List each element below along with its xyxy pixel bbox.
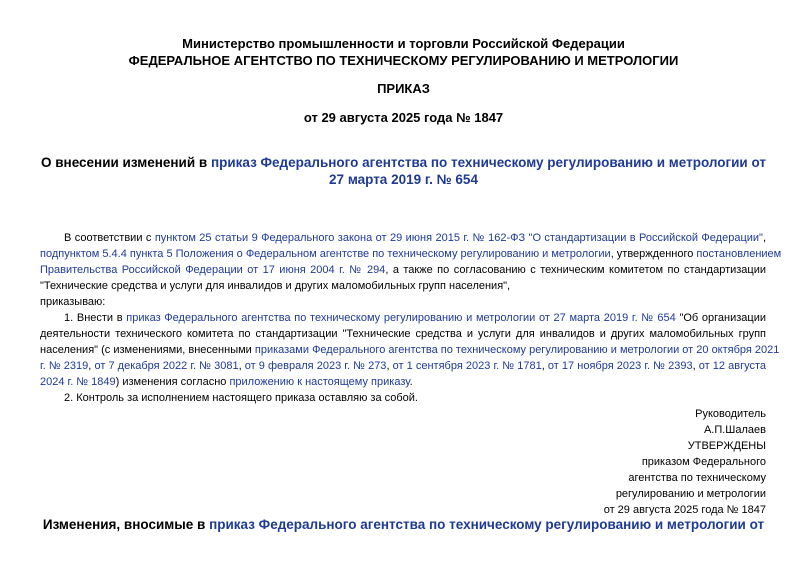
preamble-text: В соответствии с xyxy=(64,232,155,244)
appendix-link[interactable]: приложению к настоящему приказу xyxy=(229,376,410,388)
changes-order-link[interactable]: приказ Федерального агентства по техническому регулированию и метрологии от xyxy=(209,517,765,532)
amending-orders-link[interactable]: приказами Федерального агентства по техническому регулированию и метрологии от 20 октября 2021 xyxy=(254,344,780,356)
item1-line-3 xyxy=(40,342,780,358)
title-order-link[interactable]: приказ Федерального агентства по техническому регулированию и метрологии от xyxy=(210,155,766,170)
item1-line-2: деятельности технического комитета по стандартизации "Технические средства и услуги для инвалидов и других маломобильных групп xyxy=(40,328,766,340)
document-type: ПРИКАЗ xyxy=(377,81,430,96)
preamble-text: , утвержденного xyxy=(610,248,697,260)
signatory-name: А.П.Шалаев xyxy=(703,424,766,436)
agency-name: ФЕДЕРАЛЬНОЕ АГЕНТСТВО ПО ТЕХНИЧЕСКОМУ РЕГУЛИРОВАНИЮ И МЕТРОЛОГИИ xyxy=(128,53,679,68)
preamble-line-1 xyxy=(64,230,766,246)
document-title-line2 xyxy=(0,172,807,187)
title-prefix: О внесении изменений в xyxy=(41,155,211,170)
signatory-position: Руководитель xyxy=(695,408,766,420)
federal-law-link[interactable]: пунктом 25 статьи 9 Федерального закона от 29 июня 2015 г. № 162-ФЗ "О стандартизации в Российской Федерации" xyxy=(154,232,763,244)
order-1781-link[interactable]: от 1 сентября 2023 г. № 1781 xyxy=(392,360,542,372)
order-654-link[interactable]: приказ Федерального агентства по техническому регулированию и метрологии от 27 марта 2019 г. № 654 xyxy=(126,312,676,324)
separator: , xyxy=(88,360,95,372)
approval-line-2: приказом Федерального xyxy=(641,456,766,468)
order-2393-link[interactable]: от 17 ноября 2023 г. № 2393 xyxy=(547,360,693,372)
government-decree-link-cont[interactable]: Правительства Российской Федерации от 17 июня 2004 г. № 294 xyxy=(40,264,386,276)
preamble-line-4: "Технические средства и услуги для инвалидов и других маломобильных групп населения", xyxy=(40,280,511,292)
approval-heading: УТВЕРЖДЕНЫ xyxy=(687,440,766,452)
preamble-line-3 xyxy=(40,262,766,278)
order-1849-link[interactable]: от 12 августа xyxy=(698,360,767,372)
preamble-text: , xyxy=(762,232,767,244)
regulation-link[interactable]: подпунктом 5.4.4 пункта 5 Положения о Федеральном агентстве по техническому регулированию и метрологии xyxy=(40,248,611,260)
document-date-number: от 29 августа 2025 года № 1847 xyxy=(303,110,504,125)
order-word: приказываю: xyxy=(40,296,106,308)
item1-text: . xyxy=(409,376,413,388)
item1-line-5 xyxy=(40,374,413,390)
changes-title-prefix: Изменения, вносимые в xyxy=(42,517,210,532)
order-1849-link-cont[interactable]: 2024 г. № 1849 xyxy=(40,376,116,388)
government-decree-link[interactable]: постановлением xyxy=(696,248,782,260)
item1-line-4 xyxy=(40,358,766,374)
separator: , xyxy=(386,360,393,372)
order-3081-link[interactable]: от 7 декабря 2022 г. № 3081 xyxy=(94,360,239,372)
item1-line-1 xyxy=(64,310,766,326)
preamble-line-2 xyxy=(40,246,782,262)
approval-line-4: регулированию и метрологии xyxy=(615,488,766,500)
separator: , xyxy=(692,360,699,372)
item1-text: населения" (с изменениями, внесенными xyxy=(40,344,255,356)
preamble-text: , а также по согласованию с техническим комитетом по стандартизации xyxy=(385,264,766,276)
item1-text: ) изменения согласно xyxy=(115,376,230,388)
order-2319-link[interactable]: г. № 2319 xyxy=(40,360,89,372)
changes-title xyxy=(0,517,807,532)
title-order-link-cont[interactable]: 27 марта 2019 г. № 654 xyxy=(329,172,478,187)
approval-date-number: от 29 августа 2025 года № 1847 xyxy=(603,504,766,516)
order-273-link[interactable]: от 9 февраля 2023 г. № 273 xyxy=(244,360,387,372)
separator: , xyxy=(541,360,548,372)
ministry-name: Министерство промышленности и торговли Российской Федерации xyxy=(182,36,625,51)
item2: 2. Контроль за исполнением настоящего приказа оставляю за собой. xyxy=(64,392,418,404)
approval-line-3: агентства по техническому xyxy=(628,472,766,484)
item1-text: 1. Внести в xyxy=(64,312,127,324)
document-title xyxy=(0,155,807,170)
separator: , xyxy=(238,360,245,372)
item1-text: "Об организации xyxy=(675,312,767,324)
